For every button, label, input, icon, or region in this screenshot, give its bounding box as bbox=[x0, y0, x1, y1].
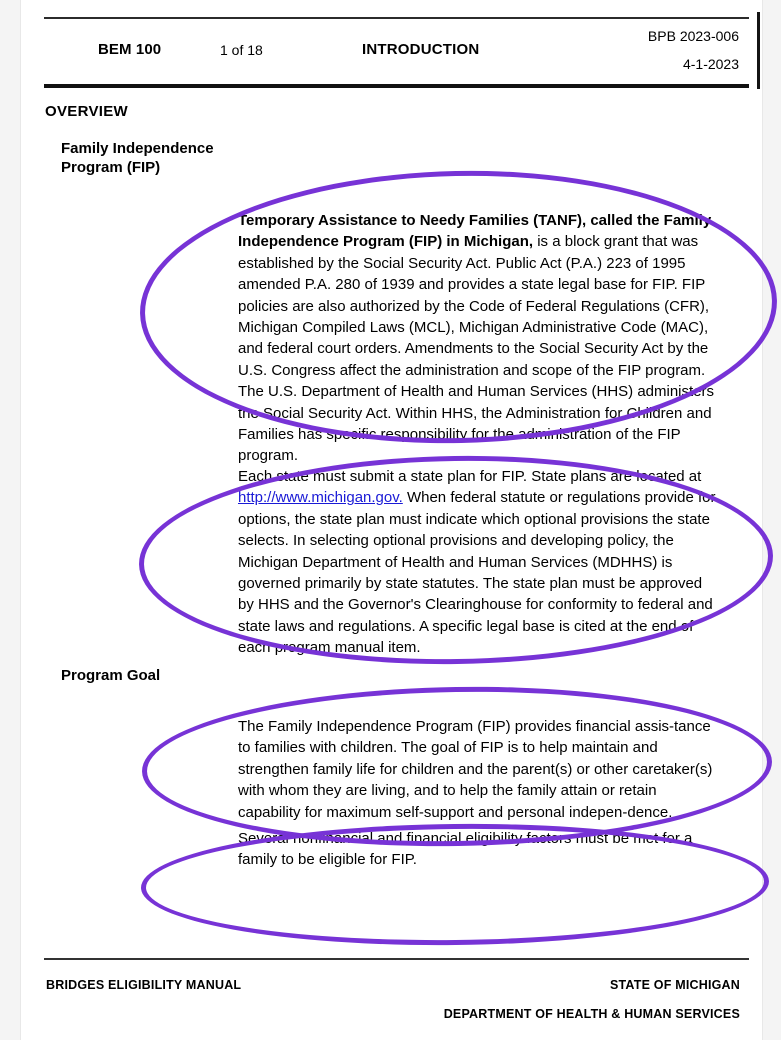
page-left-gutter bbox=[0, 0, 21, 1040]
header-top-rule bbox=[44, 17, 749, 19]
paragraph-state-plan-intro: Each state must submit a state plan for FIP. State plans are located at bbox=[238, 468, 702, 485]
section-title-overview: OVERVIEW bbox=[45, 103, 128, 120]
header-date: 4-1-2023 bbox=[682, 56, 739, 72]
footer-state: STATE OF MICHIGAN bbox=[609, 978, 740, 992]
paragraph-tanf-fip-lead: Temporary Assistance to Needy Families (TANF), called the Family Independence Program (FIP) in Michigan, bbox=[238, 212, 712, 251]
footer-department: DEPARTMENT OF HEALTH & HUMAN SERVICES bbox=[443, 1007, 740, 1021]
michigan-gov-link[interactable]: http://www.michigan.gov. bbox=[238, 489, 403, 507]
header-bottom-rule bbox=[44, 84, 749, 88]
page-header bbox=[44, 28, 749, 80]
page-right-gutter bbox=[762, 0, 781, 1040]
paragraph-tanf-fip-body: is a block grant that was established by the Social Security Act. Public Act (P.A.) 223 of 1995 amended P.A. 280 of 1939 and provides a state legal base for FIP. FIP policies are also authorized by the Code of Federal Regulations (CFR), Michigan Compiled Laws (MCL), Michigan Administrative Code (MAC), and federal court orders. Amendments to the Social Security Act by the U.S. Congress affect the administration and scope of the FIP program. The U.S. Department of Health and Human Services (HHS) administers the Social Security Act. Within HHS, the Administration for Children and Families has specific responsibility for the administration of the FIP program. bbox=[238, 233, 715, 465]
header-title: INTRODUCTION bbox=[362, 41, 480, 58]
footer-rule bbox=[44, 958, 749, 960]
footer-manual-name: BRIDGES ELIGIBILITY MANUAL bbox=[46, 978, 242, 992]
header-manual-code: BEM 100 bbox=[98, 41, 162, 58]
scrollbar-thumb[interactable] bbox=[757, 12, 760, 89]
paragraph-state-plan bbox=[238, 466, 722, 659]
paragraph-eligibility-factors: Several nonfinancial and financial eligibility factors must be met for a family to be eligible for FIP. bbox=[238, 830, 693, 869]
header-bulletin-number: BPB 2023-006 bbox=[647, 28, 739, 44]
side-label-program-goal: Program Goal bbox=[61, 667, 161, 684]
paragraph-program-goal: The Family Independence Program (FIP) provides financial assis-tance to families with children. The goal of FIP is to help maintain and strengthen family life for children and the parent(s) or other caretaker(s) with whom they are living, and to help the family attain or retain capability for maximum self-support and personal indepen-dence. bbox=[238, 718, 713, 821]
paragraph-tanf-fip bbox=[238, 210, 722, 467]
header-page-number: 1 of 18 bbox=[220, 42, 263, 58]
paragraph-state-plan-rest: When federal statute or regulations provide for options, the state plan must indicate which optional provisions the state selects. In selecting optional provisions and developing policy, the Michigan Department of Health and Human Services (MDHHS) is governed primarily by state statutes. The state plan must be approved by HHS and the Governor's Clearinghouse for conformity to federal and state laws and regulations. A specific legal base is cited at the end of each program manual item. bbox=[238, 489, 716, 657]
side-label-fip: Family Independence Program (FIP) bbox=[61, 140, 214, 176]
